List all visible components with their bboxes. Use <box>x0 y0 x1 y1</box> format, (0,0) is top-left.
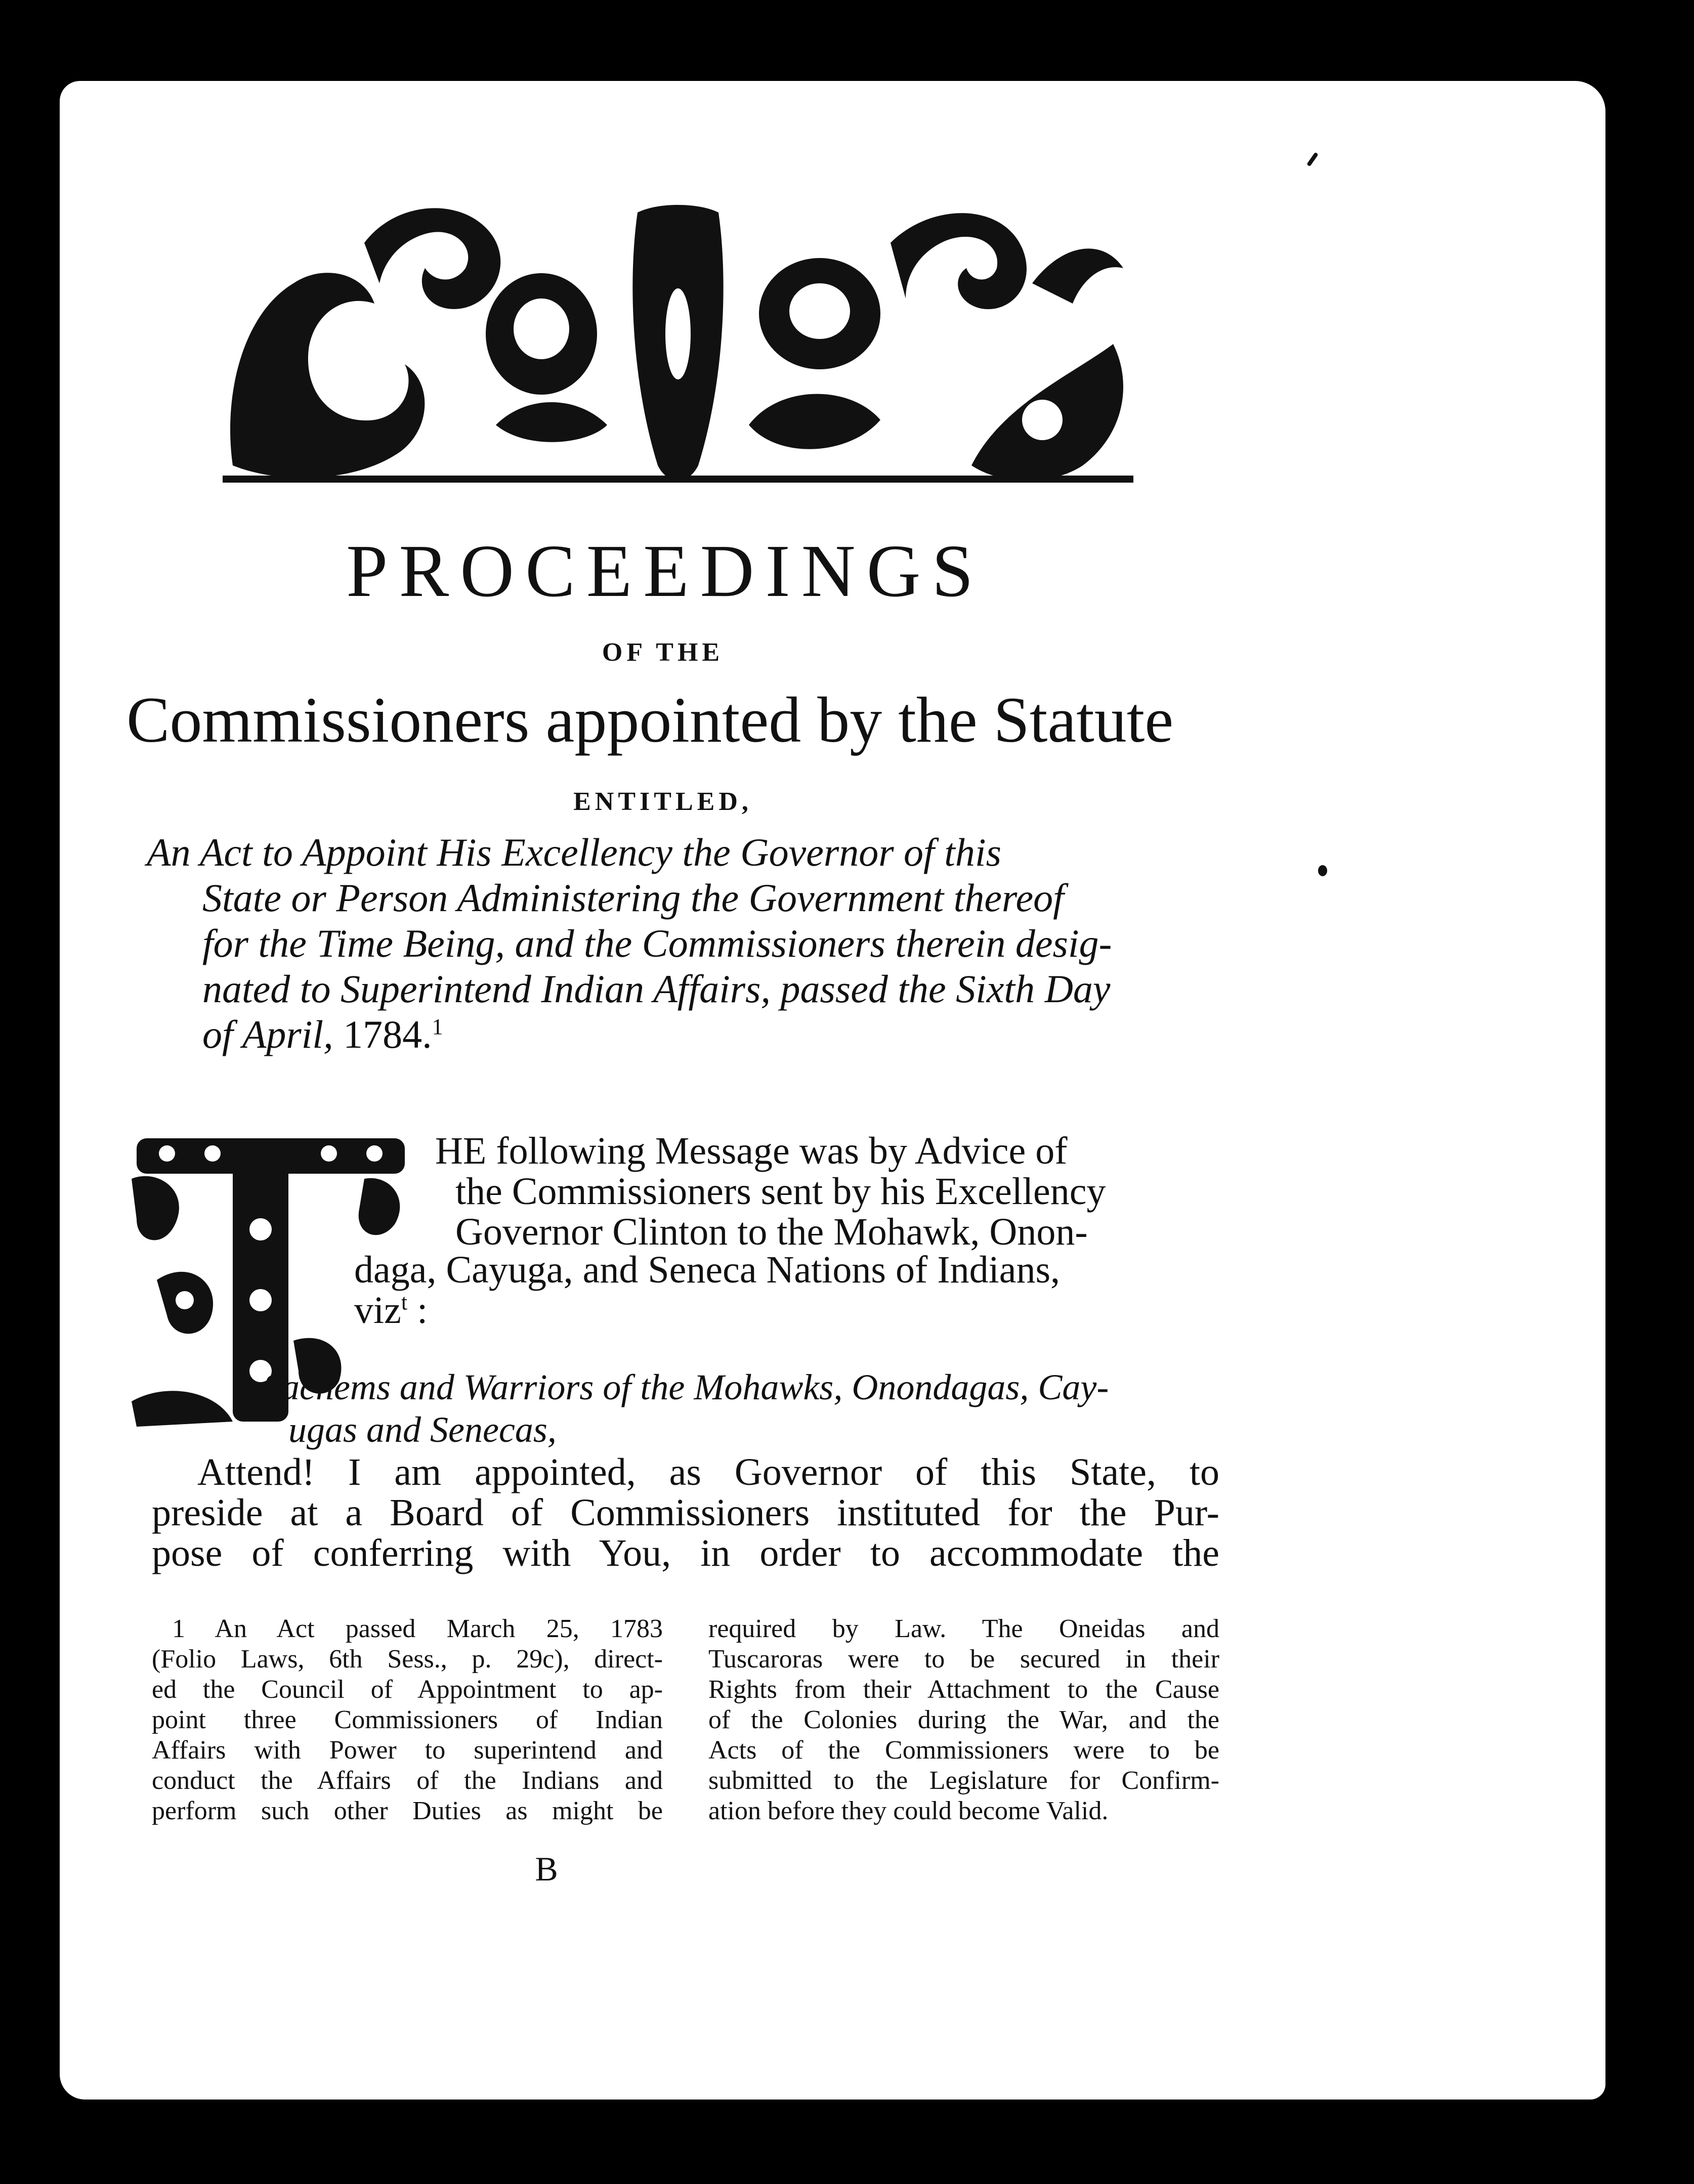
salutation <box>263 1366 1224 1451</box>
scan-speck <box>1318 865 1327 876</box>
intro-line: HE following Message was by Advice of <box>435 1130 1068 1172</box>
intro-line: daga, Cayuga, and Seneca Nations of Indians, <box>354 1249 1061 1291</box>
intro-line <box>354 1290 1214 1331</box>
salutation-line: Sachems and Warriors of the Mohawks, Onondagas, Cay- <box>263 1367 1109 1407</box>
intro-line: Governor Clinton to the Mohawk, Onon- <box>455 1211 1088 1253</box>
footnote-line: Tuscaroras were to be secured in their <box>708 1645 1219 1674</box>
footnote-line: point three Commissioners of Indian <box>152 1705 663 1734</box>
entitled-line: ENTITLED, <box>573 787 752 816</box>
footnote-marker: 1 <box>432 1014 443 1039</box>
footnote-column-right <box>708 1614 1219 1826</box>
footnote-line: perform such other Duties as might be <box>152 1796 663 1825</box>
footnote-line: Affairs with Power to superintend and <box>152 1736 663 1765</box>
footnote-line: Rights from their Attachment to the Cause <box>708 1675 1219 1704</box>
intro-paragraph <box>435 1131 1214 1252</box>
message-body <box>152 1452 1219 1573</box>
footnote-line: conduct the Affairs of the Indians and <box>152 1766 663 1795</box>
footnote-line: ed the Council of Appointment to ap- <box>152 1675 663 1704</box>
footnote-line: (Folio Laws, 6th Sess., p. 29c), direct- <box>152 1645 663 1674</box>
viz-colon: : <box>407 1289 428 1332</box>
body-line: pose of conferring with You, in order to accommodate the <box>152 1532 1219 1574</box>
footnote-line: 1 An Act passed March 25, 1783 <box>172 1614 663 1643</box>
act-title-line <box>147 1012 1219 1057</box>
intro-paragraph-tail <box>354 1250 1214 1331</box>
act-title <box>147 830 1219 1057</box>
footnote-column-left <box>152 1614 663 1826</box>
commissioners-heading: Commissioners appointed by the Statute <box>126 684 1174 756</box>
footnote-line: required by Law. The Oneidas and <box>708 1614 1219 1643</box>
footnote-line: ation before they could become Valid. <box>708 1796 1109 1825</box>
viz-superscript: t <box>401 1290 408 1315</box>
act-title-line: State or Person Administering the Government thereof <box>202 876 1064 920</box>
salutation-line: ugas and Senecas, <box>288 1409 557 1450</box>
footnote-line: submitted to the Legislature for Confirm- <box>708 1766 1219 1795</box>
signature-mark: B <box>535 1850 558 1888</box>
body-line: Attend! I am appointed, as Governor of this State, to <box>197 1451 1219 1493</box>
act-title-line: for the Time Being, and the Commissioners therein desig- <box>202 921 1112 965</box>
viz-word: viz <box>354 1289 401 1332</box>
act-title-last: of April, <box>202 1012 333 1056</box>
intro-line: the Commissioners sent by his Excellency <box>455 1170 1106 1213</box>
headpiece-ornament <box>213 182 1144 496</box>
of-the-line: OF THE <box>602 638 724 667</box>
act-title-year: 1784. <box>343 1012 432 1056</box>
act-title-line: nated to Superintend Indian Affairs, passed the Sixth Day <box>202 967 1111 1011</box>
act-title-line: An Act to Appoint His Excellency the Governor of this <box>147 830 1001 874</box>
footnote-line: of the Colonies during the War, and the <box>708 1705 1219 1734</box>
footnotes <box>152 1614 1219 1826</box>
document-title: PROCEEDINGS <box>346 530 985 613</box>
body-line: preside at a Board of Commissioners instituted for the Pur- <box>152 1491 1219 1534</box>
footnote-line: Acts of the Commissioners were to be <box>708 1736 1219 1765</box>
